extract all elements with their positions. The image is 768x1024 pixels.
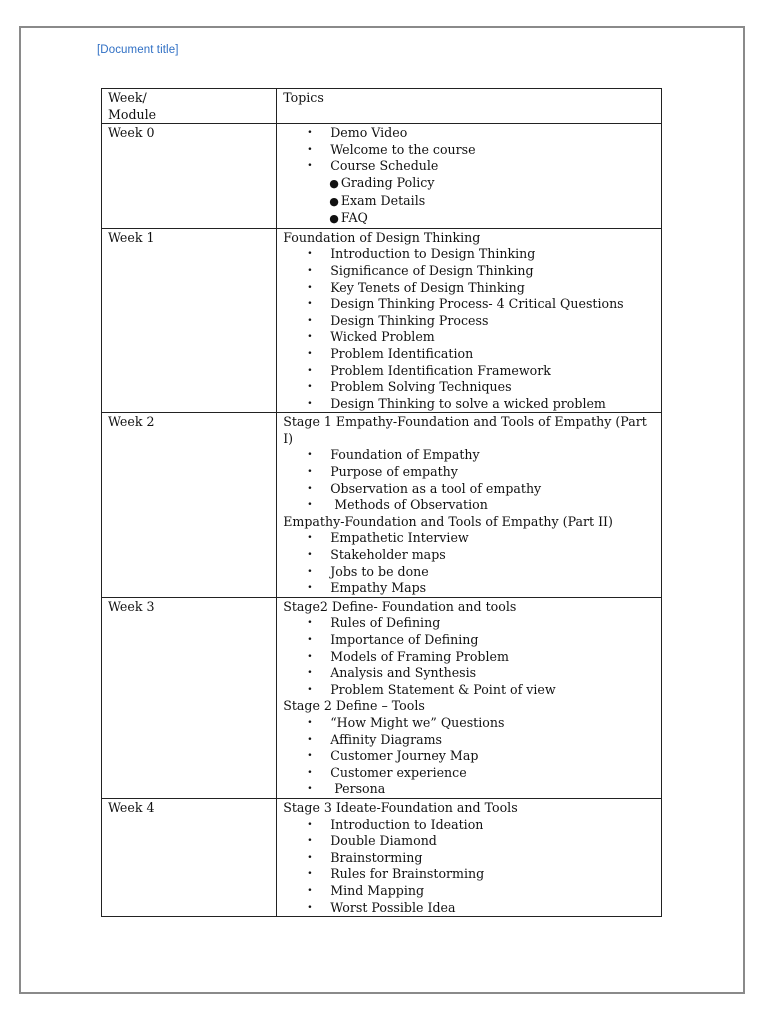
- section-heading: Foundation of Design Thinking: [283, 229, 481, 245]
- header-week-label: Week/ Module: [108, 90, 157, 122]
- table-row: [102, 597, 662, 798]
- list-item: [307, 883, 655, 900]
- list-item: [307, 125, 655, 142]
- list-item: [307, 732, 655, 749]
- list-item: [307, 329, 655, 346]
- week-cell: [102, 798, 277, 916]
- topic-text: Double Diamond: [330, 833, 437, 849]
- list-item: [307, 142, 655, 159]
- topic-text: Purpose of empathy: [330, 464, 458, 480]
- topics-cell: [277, 228, 662, 413]
- section-heading: Empathy-Foundation and Tools of Empathy (Part II): [283, 513, 613, 529]
- topic-text: Methods of Observation: [330, 497, 488, 513]
- topic-text: Grading Policy: [340, 174, 435, 190]
- topic-text: “How Might we” Questions: [330, 714, 505, 730]
- topic-text: Mind Mapping: [330, 882, 425, 898]
- bullet-icon: •: [307, 332, 313, 343]
- bullet-icon: ●: [329, 212, 339, 226]
- topic-text: Analysis and Synthesis: [330, 665, 477, 681]
- bullet-icon: •: [307, 836, 313, 847]
- topic-list: [283, 447, 655, 513]
- list-item: [307, 715, 655, 732]
- list-item: [307, 564, 655, 581]
- list-item: [307, 765, 655, 782]
- topic-text: Problem Identification Framework: [330, 362, 551, 378]
- table-row: [102, 798, 662, 916]
- topic-text: Key Tenets of Design Thinking: [330, 279, 525, 295]
- bullet-icon: •: [307, 668, 313, 679]
- list-item: [307, 447, 655, 464]
- topic-list: [283, 715, 655, 798]
- topic-text: Exam Details: [340, 192, 426, 208]
- topic-text: Brainstorming: [330, 849, 423, 865]
- week-label: Week 1: [108, 229, 155, 245]
- topics-cell: [277, 124, 662, 229]
- topic-text: Design Thinking Process: [330, 312, 489, 328]
- section-heading: Stage 1 Empathy-Foundation and Tools of Empathy (Part I): [283, 414, 647, 446]
- bullet-icon: •: [307, 450, 313, 461]
- list-item: [329, 175, 655, 193]
- list-item: [307, 313, 655, 330]
- list-item: [307, 263, 655, 280]
- bullet-icon: •: [307, 128, 313, 139]
- list-item: [307, 615, 655, 632]
- bullet-icon: •: [307, 885, 313, 896]
- bullet-icon: •: [307, 734, 313, 745]
- bullet-icon: •: [307, 161, 313, 172]
- list-item: [307, 379, 655, 396]
- topic-text: Observation as a tool of empathy: [330, 480, 542, 496]
- week-label: Week 2: [108, 414, 155, 430]
- list-item: [307, 497, 655, 514]
- bullet-icon: •: [307, 583, 313, 594]
- topic-text: Worst Possible Idea: [330, 899, 456, 915]
- bullet-icon: •: [307, 635, 313, 645]
- list-item: [307, 817, 655, 834]
- list-item: [307, 246, 655, 263]
- table-body: [102, 89, 662, 917]
- bullet-icon: •: [307, 483, 313, 494]
- week-cell: [102, 228, 277, 413]
- topic-text: Customer Journey Map: [330, 748, 479, 764]
- topic-text: Rules of Defining: [330, 615, 441, 631]
- header-cell-topics: [277, 89, 662, 124]
- topic-text: Course Schedule: [330, 158, 439, 174]
- bullet-icon: •: [307, 550, 313, 561]
- topic-text: Jobs to be done: [330, 563, 429, 579]
- bullet-icon: •: [307, 566, 313, 577]
- list-item: [307, 547, 655, 564]
- list-item: [307, 850, 655, 867]
- bullet-icon: •: [307, 365, 313, 376]
- bullet-icon: •: [307, 902, 313, 913]
- list-item: [307, 580, 655, 597]
- bullet-icon: •: [307, 717, 313, 728]
- topic-text: Importance of Defining: [330, 632, 479, 647]
- topic-text: Stakeholder maps: [330, 547, 446, 563]
- topic-text: Introduction to Design Thinking: [330, 246, 536, 262]
- bullet-icon: •: [307, 533, 313, 544]
- topic-text: Problem Identification: [330, 345, 474, 361]
- list-item: [307, 346, 655, 363]
- topic-text: Design Thinking Process- 4 Critical Questions: [330, 296, 624, 312]
- topic-list: [283, 615, 655, 698]
- bullet-icon: •: [307, 265, 313, 276]
- list-item: [307, 396, 655, 413]
- topic-text: Persona: [330, 781, 386, 797]
- bullet-icon: •: [307, 784, 313, 795]
- topic-list: [283, 817, 655, 917]
- bullet-icon: •: [307, 618, 313, 629]
- topic-text: Welcome to the course: [330, 141, 476, 157]
- topic-text: Models of Framing Problem: [330, 648, 509, 664]
- list-item: [307, 296, 655, 313]
- bullet-icon: •: [307, 398, 313, 409]
- topic-text: Problem Solving Techniques: [330, 379, 512, 395]
- document-page: [19, 26, 745, 994]
- topic-text: Foundation of Empathy: [330, 447, 480, 463]
- bullet-icon: •: [307, 315, 313, 326]
- topic-list: [283, 125, 655, 228]
- course-schedule-table: [101, 88, 662, 917]
- bullet-icon: •: [307, 249, 313, 260]
- list-item: [307, 866, 655, 883]
- bullet-icon: •: [307, 684, 313, 695]
- topic-text: Affinity Diagrams: [330, 731, 442, 747]
- bullet-icon: •: [307, 282, 313, 293]
- header-cell-week: [102, 89, 277, 124]
- topic-text: Demo Video: [330, 125, 408, 141]
- list-item: [307, 900, 655, 917]
- bullet-icon: •: [307, 144, 313, 155]
- bullet-icon: ●: [329, 176, 339, 190]
- topic-text: Design Thinking to solve a wicked problem: [330, 395, 606, 411]
- bullet-icon: •: [307, 869, 313, 880]
- topic-text: Empathetic Interview: [330, 530, 469, 546]
- list-item: [307, 748, 655, 765]
- bullet-icon: •: [307, 751, 313, 762]
- list-item: [307, 363, 655, 380]
- list-item: [307, 682, 655, 699]
- topic-text: Wicked Problem: [330, 329, 435, 345]
- list-item: [307, 833, 655, 850]
- section-heading: Stage2 Define- Foundation and tools: [283, 598, 517, 614]
- list-item: [307, 665, 655, 682]
- week-cell: [102, 597, 277, 798]
- bullet-icon: •: [307, 500, 313, 511]
- list-item: [307, 649, 655, 666]
- week-cell: [102, 413, 277, 598]
- topic-text: Problem Statement & Point of view: [330, 681, 556, 697]
- topics-cell: [277, 597, 662, 798]
- table-header-row: [102, 89, 662, 124]
- topic-text: Significance of Design Thinking: [330, 262, 534, 278]
- list-item: [329, 210, 655, 228]
- list-item: [307, 158, 655, 175]
- topic-list: [283, 530, 655, 596]
- topic-text: Empathy Maps: [330, 580, 427, 596]
- bullet-icon: •: [307, 767, 313, 778]
- week-label: Week 0: [108, 125, 155, 141]
- bullet-icon: •: [307, 299, 313, 310]
- bullet-icon: •: [307, 382, 313, 393]
- topics-cell: [277, 798, 662, 916]
- table-row: [102, 228, 662, 413]
- week-label: Week 3: [108, 598, 155, 614]
- document-title-placeholder[interactable]: [Document title]: [97, 44, 179, 56]
- bullet-icon: •: [307, 852, 313, 863]
- topic-text: FAQ: [340, 210, 368, 226]
- list-item: [307, 280, 655, 297]
- bullet-icon: •: [307, 651, 313, 662]
- table-row: [102, 124, 662, 229]
- list-item: [307, 781, 655, 798]
- list-item: [329, 193, 655, 211]
- list-item: [307, 632, 655, 649]
- week-label: Week 4: [108, 799, 155, 815]
- header-topics-label: Topics: [283, 90, 324, 105]
- topic-text: Customer experience: [330, 764, 467, 780]
- topic-text: Rules for Brainstorming: [330, 866, 485, 882]
- topic-text: Introduction to Ideation: [330, 816, 484, 832]
- section-heading: Stage 2 Define – Tools: [283, 698, 425, 714]
- list-item: [307, 464, 655, 481]
- week-cell: [102, 124, 277, 229]
- bullet-icon: ●: [329, 194, 339, 208]
- topic-list: [283, 246, 655, 412]
- list-item: [307, 481, 655, 498]
- topics-cell: [277, 413, 662, 598]
- bullet-icon: •: [307, 819, 313, 830]
- table-row: [102, 413, 662, 598]
- bullet-icon: •: [307, 467, 313, 478]
- section-heading: Stage 3 Ideate-Foundation and Tools: [283, 799, 518, 815]
- list-item: [307, 530, 655, 547]
- bullet-icon: •: [307, 348, 313, 359]
